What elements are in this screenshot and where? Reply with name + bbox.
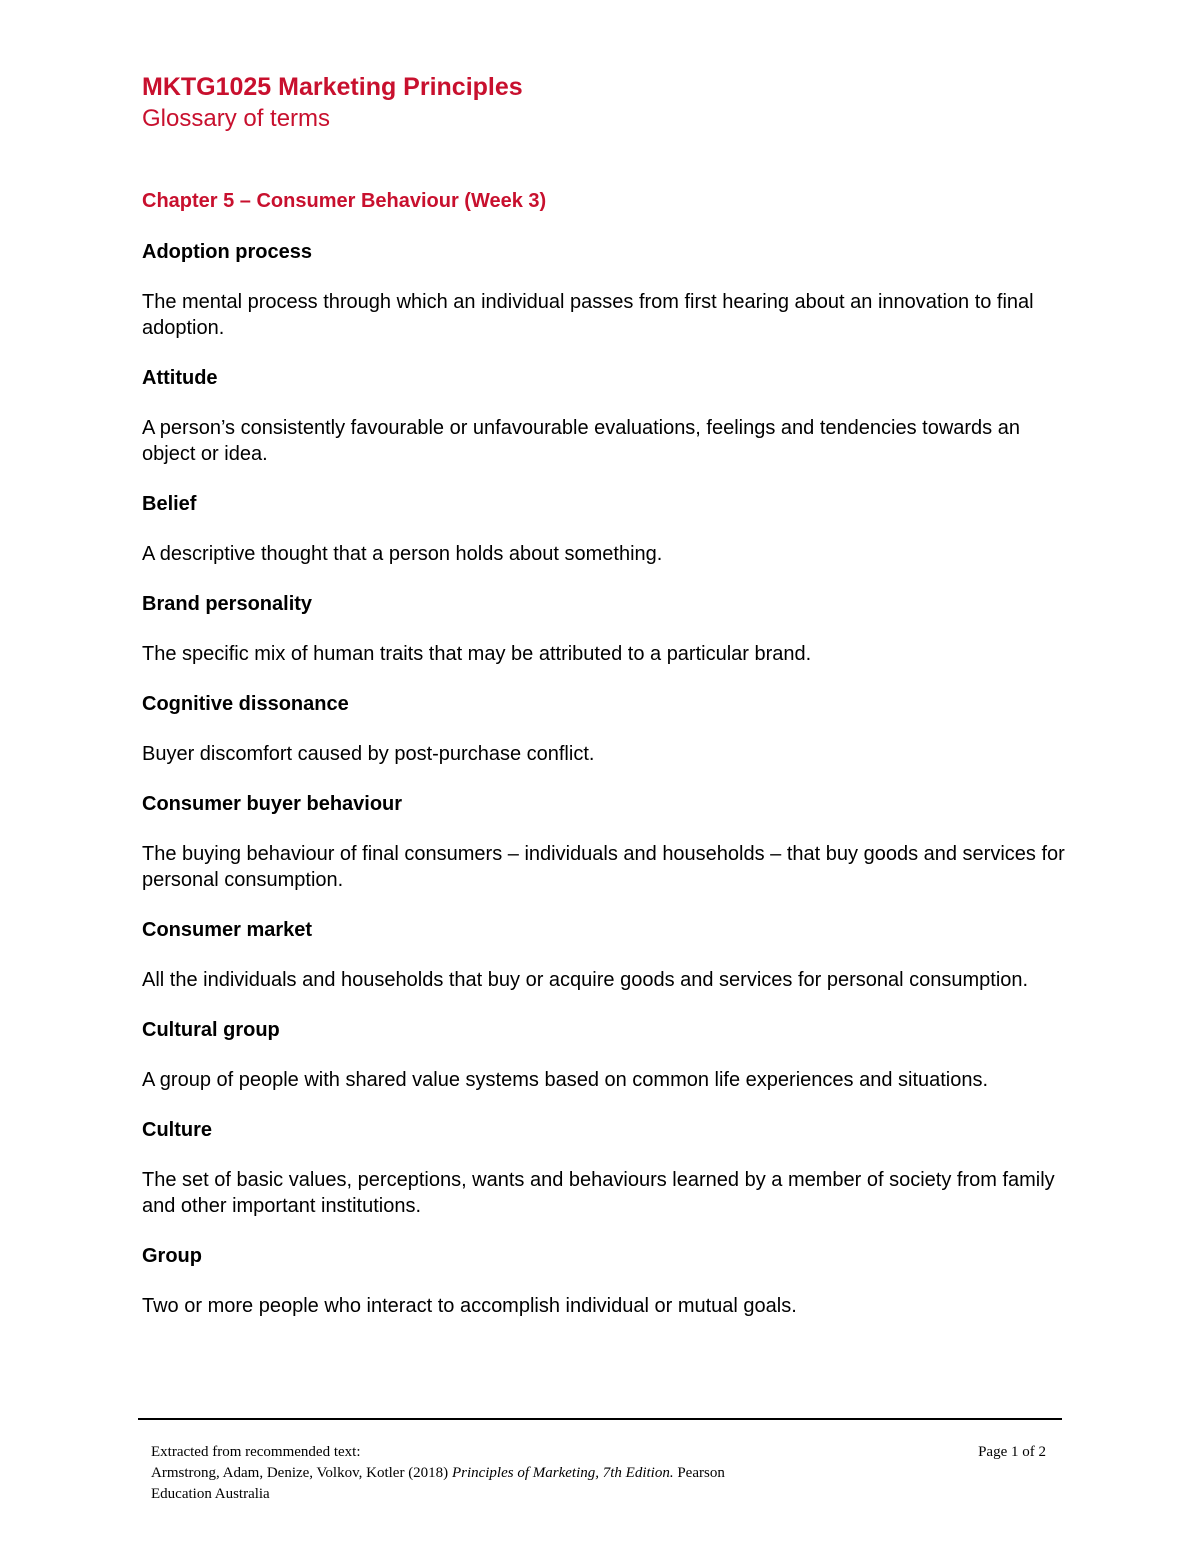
- glossary-entry: [142, 239, 1072, 341]
- glossary-entry: [142, 1243, 1072, 1319]
- glossary-definition: The mental process through which an individual passes from first hearing about an innovation to final adoption.: [142, 291, 1034, 339]
- document-title: MKTG1025 Marketing Principles: [142, 73, 523, 101]
- footer-publisher-cont: Education Australia: [151, 1486, 270, 1502]
- glossary-definition: A group of people with shared value systems based on common life experiences and situations.: [142, 1069, 989, 1091]
- glossary-entry: [142, 791, 1072, 893]
- glossary-term: Consumer market: [142, 919, 313, 941]
- footer-book-title: Principles of Marketing, 7th Edition.: [451, 1465, 674, 1481]
- footer-divider: [138, 1418, 1062, 1420]
- page-footer: [151, 1442, 1056, 1505]
- glossary-term: Cognitive dissonance: [142, 693, 349, 715]
- glossary-term: Brand personality: [142, 593, 313, 615]
- glossary-definition: A person’s consistently favourable or unfavourable evaluations, feelings and tendencies towards an object or idea.: [142, 417, 1020, 465]
- glossary-definition: The specific mix of human traits that may be attributed to a particular brand.: [142, 643, 812, 665]
- glossary-definition: All the individuals and households that buy or acquire goods and services for personal consumption.: [142, 969, 1029, 991]
- glossary-definition: Buyer discomfort caused by post-purchase conflict.: [142, 743, 595, 765]
- glossary-list: [142, 239, 1072, 1319]
- glossary-entry: [142, 917, 1072, 993]
- footer-citation: [151, 1463, 1056, 1484]
- glossary-term: Adoption process: [142, 241, 313, 263]
- glossary-entry: [142, 491, 1072, 567]
- chapter-heading: Chapter 5 – Consumer Behaviour (Week 3): [142, 190, 547, 212]
- document-subtitle: Glossary of terms: [142, 105, 331, 132]
- glossary-entry: [142, 691, 1072, 767]
- glossary-entry: [142, 591, 1072, 667]
- glossary-entry: [142, 365, 1072, 467]
- glossary-definition: The set of basic values, perceptions, wants and behaviours learned by a member of society from family and other important institutions.: [142, 1169, 1055, 1217]
- glossary-term: Attitude: [142, 367, 218, 389]
- footer-source-label: Extracted from recommended text:: [151, 1444, 361, 1460]
- footer-publisher: Pearson: [677, 1465, 725, 1481]
- footer-authors: Armstrong, Adam, Denize, Volkov, Kotler (2018): [151, 1465, 449, 1481]
- glossary-definition: The buying behaviour of final consumers – individuals and households – that buy goods and services for personal consumption.: [142, 843, 1065, 891]
- glossary-entry: [142, 1117, 1072, 1219]
- document-content: [142, 70, 1072, 1319]
- glossary-term: Cultural group: [142, 1019, 280, 1041]
- glossary-definition: A descriptive thought that a person holds about something.: [142, 543, 663, 565]
- glossary-term: Group: [142, 1245, 202, 1267]
- page-number: Page 1 of 2: [978, 1444, 1046, 1460]
- glossary-entry: [142, 1017, 1072, 1093]
- glossary-term: Consumer buyer behaviour: [142, 793, 403, 815]
- glossary-term: Culture: [142, 1119, 212, 1141]
- glossary-definition: Two or more people who interact to accomplish individual or mutual goals.: [142, 1295, 797, 1317]
- glossary-term: Belief: [142, 493, 197, 515]
